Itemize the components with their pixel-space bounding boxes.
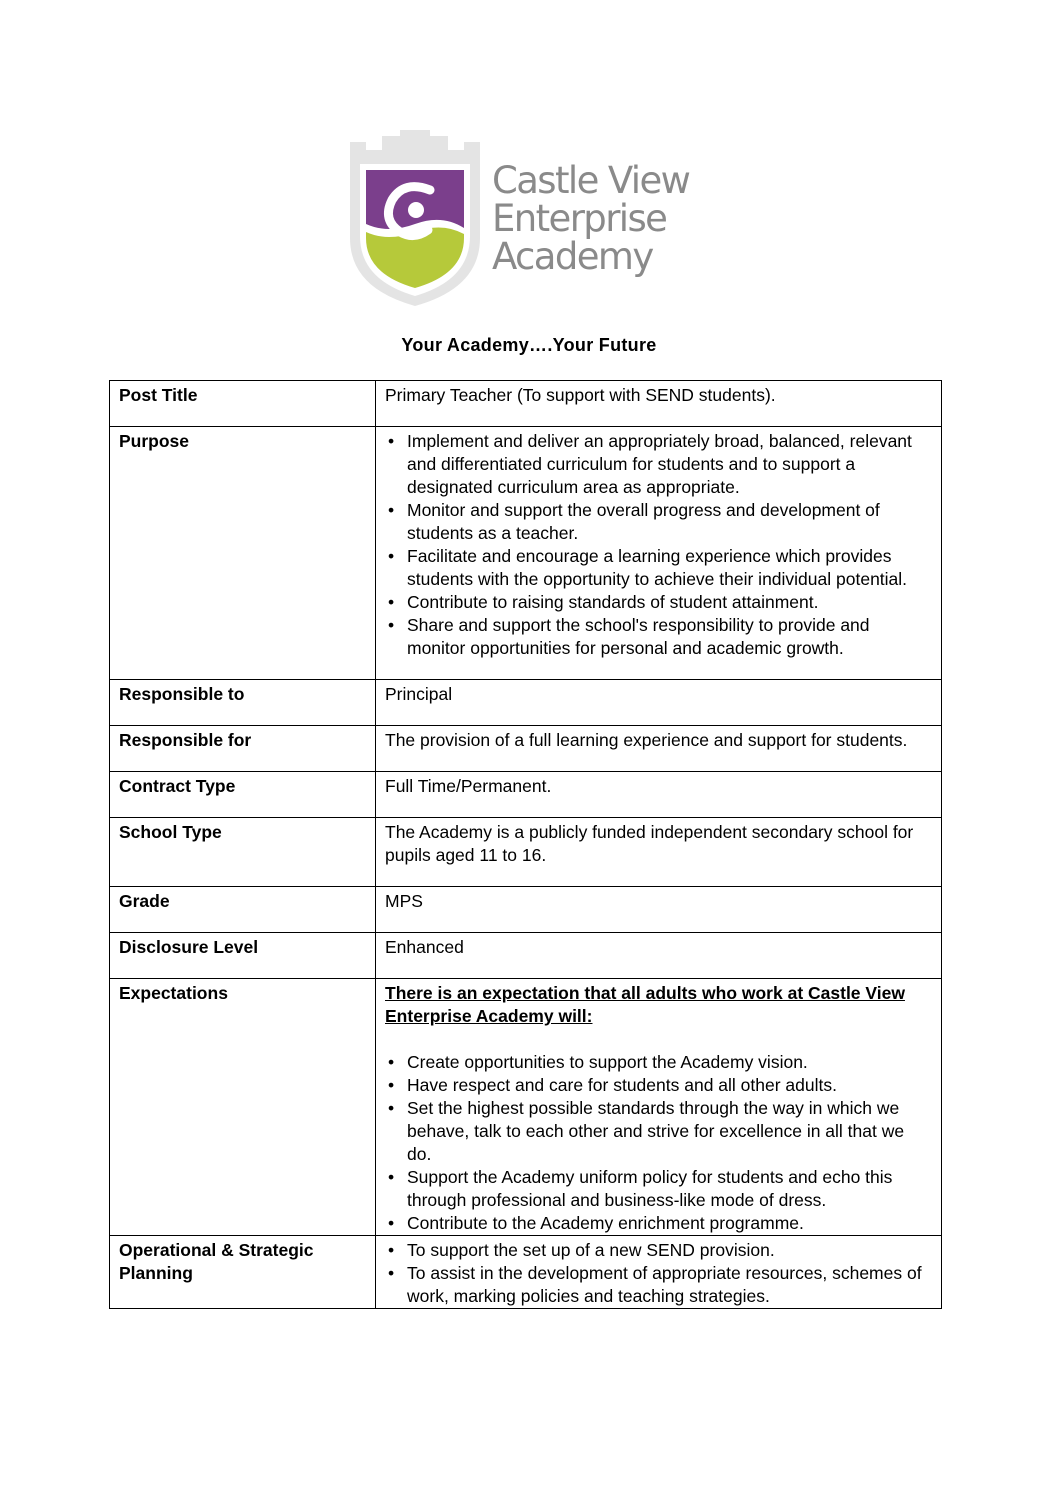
list-item: • Implement and deliver an appropriately broad, balanced, relevant and differentiated curriculum for students and to support a designated curriculum area as appropriate. — [407, 430, 932, 499]
logo-line-2: Enterprise — [492, 197, 667, 240]
academy-logo — [342, 128, 722, 308]
operational-list — [385, 1239, 932, 1308]
row-label: Responsible for — [110, 726, 376, 772]
row-value: The provision of a full learning experience and support for students. — [376, 726, 942, 772]
row-label: Responsible to — [110, 680, 376, 726]
table-row — [110, 772, 942, 818]
list-item: • Create opportunities to support the Academy vision. — [407, 1051, 932, 1074]
table-row — [110, 381, 942, 427]
logo-line-1: Castle View — [492, 159, 690, 202]
table-row — [110, 818, 942, 887]
expectations-list — [385, 1051, 932, 1235]
list-item: • To support the set up of a new SEND provision. — [407, 1239, 932, 1262]
row-value — [376, 1236, 942, 1309]
row-label: Expectations — [110, 979, 376, 1236]
logo-line-3: Academy — [492, 235, 653, 278]
row-value: Primary Teacher (To support with SEND students). — [376, 381, 942, 427]
row-value: MPS — [376, 887, 942, 933]
row-label: Purpose — [110, 427, 376, 680]
table-row — [110, 933, 942, 979]
tagline: Your Academy….Your Future — [401, 335, 657, 355]
table-row — [110, 979, 942, 1236]
row-value — [376, 979, 942, 1236]
list-item: • Share and support the school's responsibility to provide and monitor opportunities for personal and academic growth. — [407, 614, 932, 660]
list-item: • Set the highest possible standards through the way in which we behave, talk to each other and strive for excellence in all that we do. — [407, 1097, 932, 1166]
job-description-table — [109, 380, 942, 1309]
list-item: • Contribute to the Academy enrichment programme. — [407, 1212, 932, 1235]
table-row — [110, 887, 942, 933]
table-row — [110, 680, 942, 726]
logo-wordmark — [492, 159, 690, 278]
list-item: • To assist in the development of appropriate resources, schemes of work, marking policies and teaching strategies. — [407, 1262, 932, 1308]
row-value: Enhanced — [376, 933, 942, 979]
row-label: Post Title — [110, 381, 376, 427]
purpose-list — [385, 430, 932, 660]
row-label: Operational & Strategic Planning — [110, 1236, 376, 1309]
list-item: • Monitor and support the overall progress and development of students as a teacher. — [407, 499, 932, 545]
row-label: School Type — [110, 818, 376, 887]
list-item: • Support the Academy uniform policy for students and echo this through professional and business-like mode of dress. — [407, 1166, 932, 1212]
row-value: The Academy is a publicly funded independent secondary school for pupils aged 11 to 16. — [376, 818, 942, 887]
table-row — [110, 427, 942, 680]
row-value: Principal — [376, 680, 942, 726]
row-value: Full Time/Permanent. — [376, 772, 942, 818]
list-item: • Have respect and care for students and all other adults. — [407, 1074, 932, 1097]
list-item: • Contribute to raising standards of student attainment. — [407, 591, 932, 614]
expectations-heading: There is an expectation that all adults who work at Castle View Enterprise Academy will: — [385, 983, 905, 1026]
row-value — [376, 427, 942, 680]
castle-shield-icon — [342, 128, 487, 308]
row-label: Contract Type — [110, 772, 376, 818]
list-item: • Facilitate and encourage a learning experience which provides students with the opportunity to achieve their individual potential. — [407, 545, 932, 591]
table-row — [110, 1236, 942, 1309]
row-label: Grade — [110, 887, 376, 933]
row-label: Disclosure Level — [110, 933, 376, 979]
table-row — [110, 726, 942, 772]
